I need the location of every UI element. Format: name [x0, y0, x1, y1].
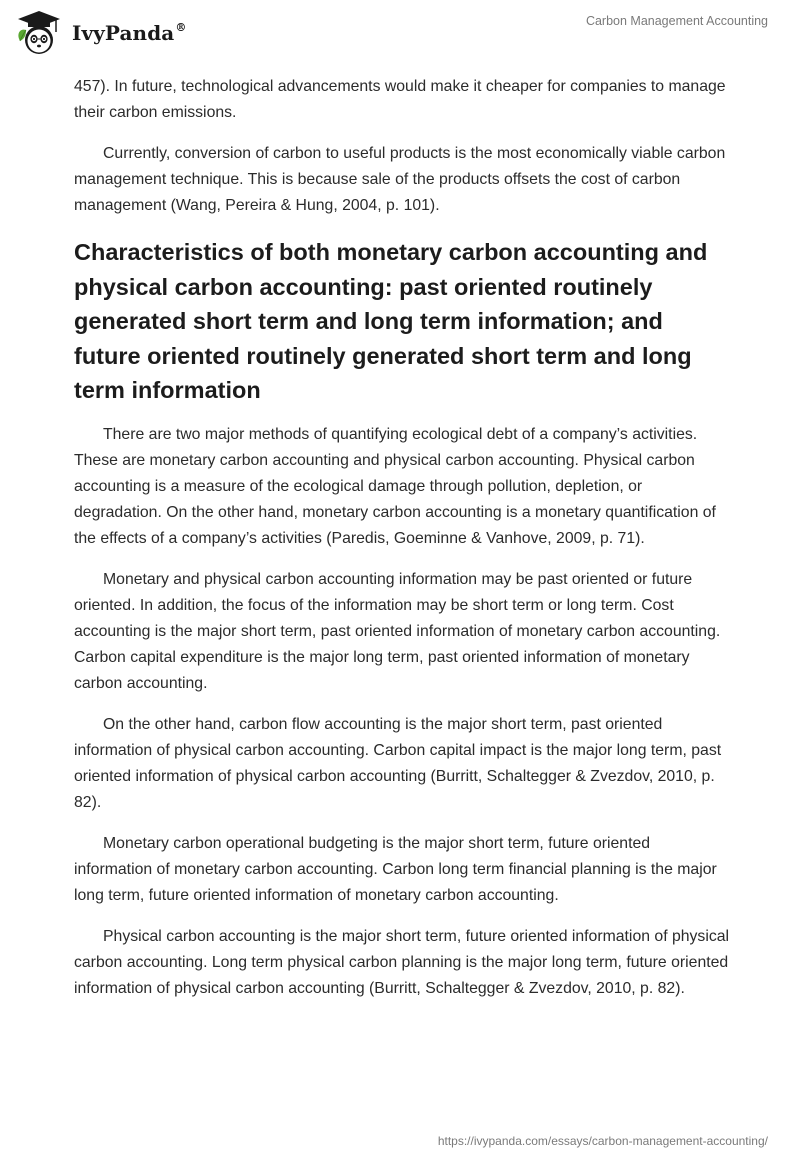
- page-header: [0, 0, 800, 70]
- brand-name: IvyPanda®: [72, 21, 187, 45]
- document-title: Carbon Management Accounting: [585, 14, 768, 28]
- section-heading: Characteristics of both monetary carbon accounting and physical carbon accounting: past oriented routinely generated short term and long term information; and future oriented routinely generated short term and long term information: [74, 239, 708, 403]
- registered-mark: ®: [175, 21, 187, 34]
- paragraph: Monetary and physical carbon accounting information may be past oriented or future oriented. In addition, the focus of the information may be short term or long term. Cost accounting is the major short term, past oriented information of monetary carbon accounting. Carbon capital expenditure is the major long term, past oriented information of monetary carbon accounting.: [74, 570, 721, 692]
- source-url[interactable]: https://ivypanda.com/essays/carbon-management-accounting/: [437, 1134, 768, 1148]
- paragraph: On the other hand, carbon flow accounting is the major short term, past oriented information of physical carbon accounting. Carbon capital impact is the major long term, past oriented information of physical carbon accounting (Burritt, Schaltegger & Zvezdov, 2010, p. 82).: [74, 715, 722, 811]
- paragraph: 457). In future, technological advancements would make it cheaper for companies to manage their carbon emissions.: [74, 78, 726, 121]
- essay-body: [74, 74, 732, 1017]
- paragraph: Physical carbon accounting is the major short term, future oriented information of physical carbon accounting. Long term physical carbon planning is the major long term, future oriented information of physical carbon accounting (Burritt, Schaltegger & Zvezdov, 2010, p. 82).: [74, 927, 730, 997]
- paragraph: Currently, conversion of carbon to useful products is the most economically viable carbon management technique. This is because sale of the products offsets the cost of carbon management (Wang, Pereira & Hung, 2004, p. 101).: [74, 145, 726, 214]
- paragraph: Monetary carbon operational budgeting is the major short term, future oriented information of monetary carbon accounting. Carbon long term financial planning is the major long term, future oriented information of monetary carbon accounting.: [74, 834, 717, 904]
- panda-graduate-icon: [14, 8, 64, 58]
- paragraph: There are two major methods of quantifying ecological debt of a company’s activities. These are monetary carbon accounting and physical carbon accounting. Physical carbon accounting is a measure of the ecological damage through pollution, depletion, or degradation. On the other hand, monetary carbon accounting is a monetary quantification of the effects of a company’s activities (Paredis, Goeminne & Vanhove, 2009, p. 71).: [74, 425, 716, 547]
- brand-logo[interactable]: [14, 8, 186, 58]
